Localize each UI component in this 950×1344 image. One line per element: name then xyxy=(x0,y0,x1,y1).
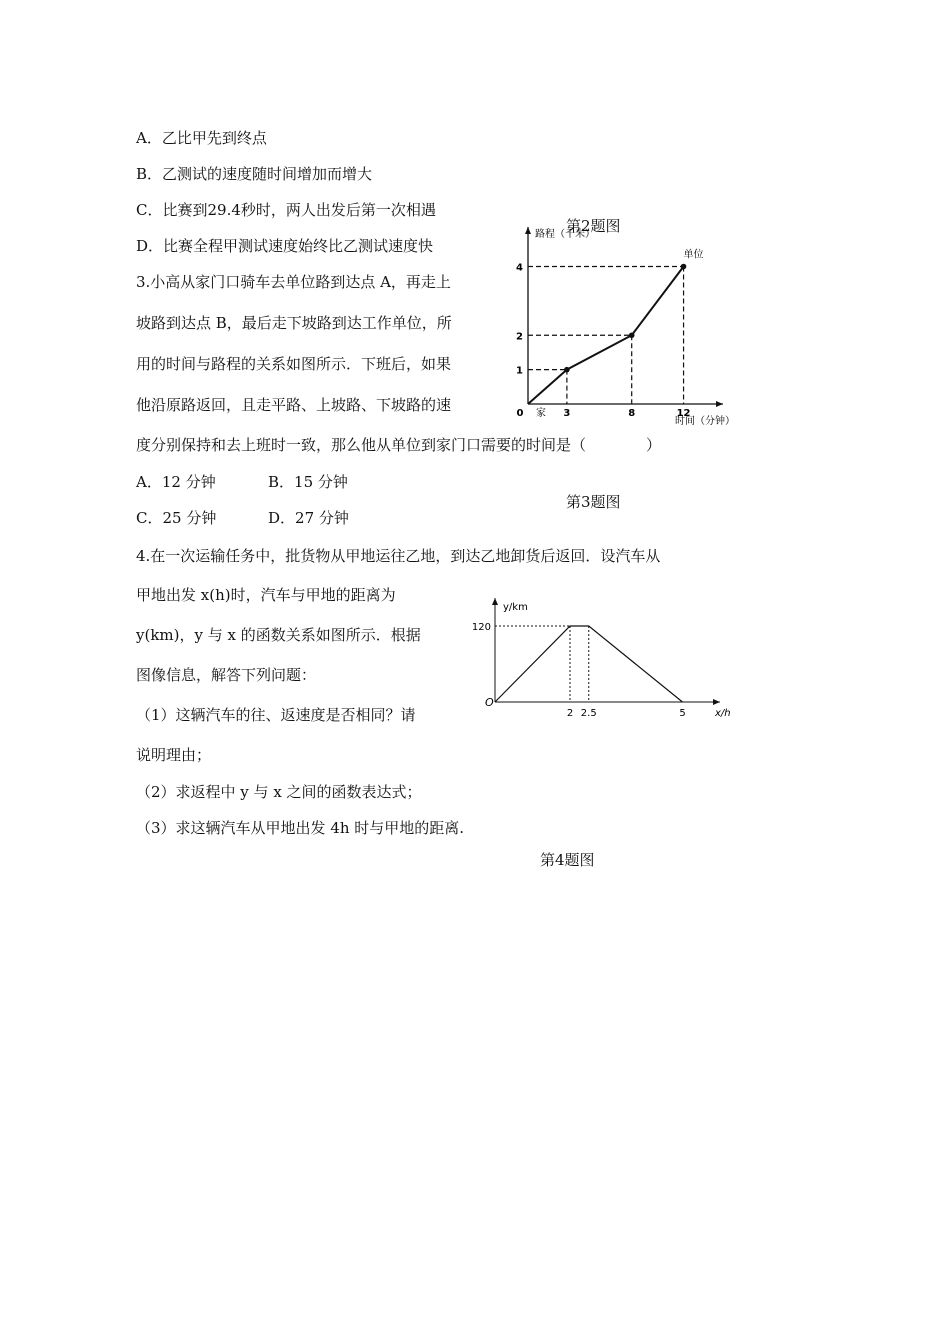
y-tick-label: 4 xyxy=(516,262,523,274)
q3-line-4: 他沿原路返回，且走平路、上坡路、下坡路的速 xyxy=(136,396,452,414)
q4-line-4: 图像信息，解答下列问题： xyxy=(136,666,317,684)
q3-line-1: 3.小高从家门口骑车去单位路到达点 A，再走上 xyxy=(136,273,451,291)
origin-note: 家 xyxy=(536,408,546,419)
origin-label: 0 xyxy=(516,408,524,419)
data-point xyxy=(681,264,687,270)
q3-line-5: 度分别保持和去上班时一致，那么他从单位到家门口需要的时间是（ ） xyxy=(136,436,662,454)
y-tick-label: 2 xyxy=(516,331,523,343)
q2-figure-caption: 第2题图 xyxy=(566,217,621,235)
q2-option-c: C．比赛到29.4秒时，两人出发后第一次相遇 xyxy=(136,201,436,219)
q3-line-2: 坡路到达点 B，最后走下坡路到达工作单位，所 xyxy=(136,314,452,332)
q3-figure-caption: 第3题图 xyxy=(566,493,621,511)
x-axis-label: 时间（分钟） xyxy=(675,416,735,427)
q4-line-1: 4.在一次运输任务中，批货物从甲地运往乙地，到达乙地卸货后返回．设汽车从 xyxy=(136,547,661,565)
q3-option-a: A．12 分钟 xyxy=(136,473,216,491)
q4-sub-2: （2）求返程中 y 与 x 之间的函数表达式； xyxy=(136,783,422,801)
end-label: 单位 xyxy=(683,249,704,261)
y-tick-label: 1 xyxy=(516,365,523,377)
q2-option-b: B．乙测试的速度随时间增加而增大 xyxy=(136,165,373,183)
q3-option-b: B．15 分钟 xyxy=(268,473,348,491)
origin-label: O xyxy=(485,696,494,709)
x-tick-label: 8 xyxy=(628,408,636,419)
data-point xyxy=(564,367,570,373)
q3-line-3: 用的时间与路程的关系如图所示．下班后，如果 xyxy=(136,355,452,373)
y-axis-arrow xyxy=(492,598,498,605)
series-line xyxy=(528,267,684,405)
q2-option-d: D．比赛全程甲测试速度始终比乙测试速度快 xyxy=(136,237,434,255)
q4-figure-caption: 第4题图 xyxy=(540,851,595,869)
x-tick-label: 12 xyxy=(676,408,691,419)
q4-line-2: 甲地出发 x(h)时，汽车与甲地的距离为 xyxy=(136,586,396,604)
q4-line-3: y(km)，y 与 x 的函数关系如图所示．根据 xyxy=(136,626,421,644)
q4-sub-1: （1）这辆汽车的往、返速度是否相同？请 xyxy=(136,706,416,724)
q4-distance-time-chart xyxy=(471,596,731,726)
q3-option-d: D．27 分钟 xyxy=(268,509,349,527)
y-tick-label: 120 xyxy=(471,622,491,633)
q4-sub-3: （3）求这辆汽车从甲地出发 4h 时与甲地的距离. xyxy=(136,819,465,837)
data-point xyxy=(629,332,635,338)
x-axis-label: x/h xyxy=(715,708,731,719)
y-axis-label: y/km xyxy=(503,602,528,613)
x-axis-arrow xyxy=(716,401,723,407)
q2-option-a: A．乙比甲先到终点 xyxy=(136,129,267,147)
x-axis-arrow xyxy=(713,699,720,705)
q3-distance-time-chart xyxy=(500,226,735,436)
x-tick-label: 3 xyxy=(563,408,571,419)
q4-sub-1-cont: 说明理由； xyxy=(136,746,212,764)
x-tick-label: 2 xyxy=(566,708,574,719)
y-axis-label: 路程（千米） xyxy=(535,229,595,240)
x-tick-label: 2.5 xyxy=(580,708,597,719)
x-tick-label: 5 xyxy=(679,708,686,719)
q3-option-c: C．25 分钟 xyxy=(136,509,217,527)
y-axis-arrow xyxy=(525,227,531,234)
